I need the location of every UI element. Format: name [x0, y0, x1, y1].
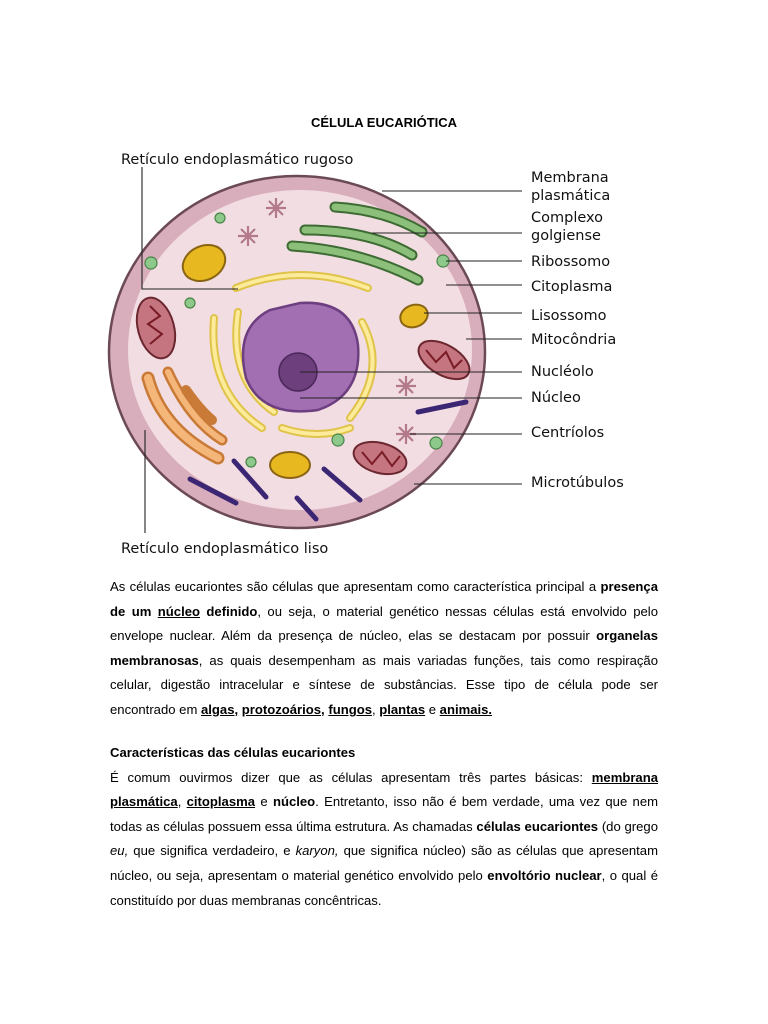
page-title: CÉLULA EUCARIÓTICA [310, 115, 458, 130]
label-nucleolus: Nucléolo [531, 364, 594, 380]
label-membrane-2: plasmática [531, 188, 611, 204]
text-run: É comum ouvirmos dizer que as células apresentam três partes básicas: [110, 769, 592, 785]
lysosome [270, 452, 310, 478]
characteristics-section [110, 741, 658, 913]
text-run: , [177, 794, 187, 810]
label-cytoplasm: Citoplasma [531, 279, 613, 295]
label-nucleus: Núcleo [531, 390, 581, 406]
text-run: , [371, 701, 380, 717]
text-run: que significa núcleo) são as células que apresentam núcleo, ou seja, apresentam o material genético envolvido pelo [110, 843, 658, 883]
bold-text: definido [200, 603, 258, 619]
label-golgi-2: golgiense [531, 228, 601, 244]
text-run: . Entretanto, isso não é bem verdade, uma vez que nem todas as células possuem essa última estrutura. As chamadas [110, 794, 659, 834]
label-golgi: Complexo [531, 210, 604, 226]
bold-text: núcleo [272, 794, 316, 810]
link-animais[interactable]: animais. [439, 701, 493, 717]
bold-text: organelas membranosas [110, 628, 658, 668]
link-citoplasma[interactable]: citoplasma [186, 794, 256, 810]
italic-text: karyon, [295, 843, 339, 859]
label-microtubules: Microtúbulos [531, 475, 624, 491]
text-run: que significa verdadeiro, e [128, 843, 296, 859]
section-heading: Características das células eucariontes [110, 745, 356, 760]
ribosome [145, 257, 157, 269]
text-run: (do grego [598, 818, 658, 834]
label-rer: Retículo endoplasmático rugoso [121, 152, 354, 168]
label-mitochondria: Mitocôndria [531, 332, 617, 348]
link-plantas[interactable]: plantas [379, 701, 426, 717]
link-algas[interactable]: algas, [201, 701, 239, 717]
link-nucleo[interactable]: núcleo [157, 603, 200, 619]
link-fungos[interactable]: fungos [328, 701, 372, 717]
link-membrana-plasmatica[interactable]: membrana plasmática [110, 769, 658, 810]
label-centrioles: Centríolos [531, 425, 605, 441]
bold-text: envoltório nuclear [487, 867, 602, 883]
italic-text: eu, [110, 843, 129, 859]
ribosome [246, 457, 256, 467]
text-run: e [425, 701, 440, 717]
text-run: , o qual é constituído por duas membranas concêntricas. [110, 867, 658, 908]
text-run: , as quais desempenham as mais variadas funções, tais como respiração celular, digestão intracelular e síntese de substâncias. Esse tipo de célula pode ser encontrado em [110, 652, 658, 717]
ribosome [185, 298, 195, 308]
ribosome [430, 437, 442, 449]
eukaryotic-cell-diagram [100, 140, 660, 560]
text-run: , ou seja, o material genético nessas células está envolvido pelo envelope nuclear. Além da presença de núcleo, elas se destacam por possuir [110, 603, 658, 644]
intro-paragraph [110, 575, 658, 723]
bold-text: presença de um [110, 579, 658, 619]
text-run: e [255, 794, 273, 810]
ribosome [332, 434, 344, 446]
link-protozoarios[interactable]: protozoários, [241, 701, 325, 717]
text-run: As células eucariontes são células que apresentam como característica principal a [110, 579, 601, 594]
characteristics-paragraph [110, 766, 658, 914]
label-ser: Retículo endoplasmático liso [121, 541, 329, 557]
label-lysosome: Lisossomo [531, 308, 607, 324]
label-ribosome: Ribossomo [531, 254, 611, 270]
bold-text: células eucariontes [476, 818, 599, 834]
intro-section [110, 575, 658, 723]
label-membrane: Membrana [531, 170, 609, 186]
ribosome [215, 213, 225, 223]
